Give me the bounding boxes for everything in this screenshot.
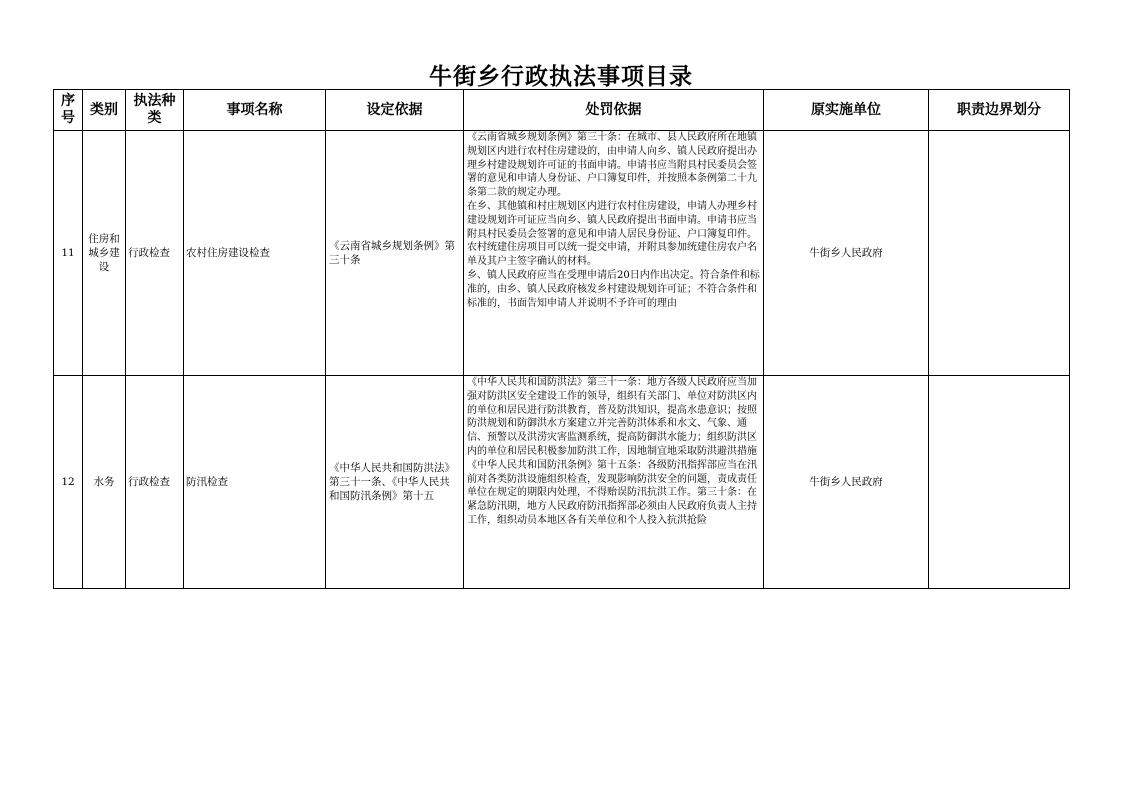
cell-seq: 12: [54, 376, 83, 589]
cell-penalty-basis: 《中华人民共和国防洪法》第三十一条：地方各级人民政府应当加强对防洪区安全建设工作的领导，组织有关部门、单位对防洪区内的单位和居民进行防洪教育，普及防洪知识，提高水患意识；按照防洪规划和防御洪水方案建立并完善防洪体系和水文、气象、通信、预警以及洪涝灾害监测系统，提高防御洪水能力；组织防洪区内的单位和居民积极参加防洪工作，因地制宜地采取防洪避洪措施 《中华人民共和国防汛条例》第十五条：各级防汛指挥部应当在汛前对各类防洪设施组织检查，发现影响防洪安全的问题，责成责任单位在规定的期限内处理，不得贻误防汛抗洪工作。第三十条：在紧急防汛期，地方人民政府防汛指挥部必须由人民政府负责人主持工作，组织动员本地区各有关单位和个人投入抗洪抢险: [464, 376, 764, 589]
table-row: [54, 131, 1070, 376]
header-item-name: 事项名称: [184, 90, 326, 131]
table-row: [54, 376, 1070, 589]
page-title: 牛街乡行政执法事项目录: [429, 64, 693, 90]
cell-responsibility: [929, 376, 1070, 589]
cell-category: 住房和城乡建设: [83, 131, 126, 376]
cell-enforcement-type: 行政检查: [126, 131, 184, 376]
cell-item-name: 农村住房建设检查: [184, 131, 326, 376]
table-header-row: [54, 90, 1070, 131]
cell-legal-basis: 《中华人民共和国防洪法》第三十一条、《中华人民共和国防汛条例》第十五: [326, 376, 464, 589]
header-seq: 序号: [54, 90, 83, 131]
enforcement-catalog-table: [53, 89, 1070, 589]
header-penalty-basis: 处罚依据: [464, 90, 764, 131]
header-legal-basis: 设定依据: [326, 90, 464, 131]
cell-item-name: 防汛检查: [184, 376, 326, 589]
header-enforcement-type: 执法种类: [126, 90, 184, 131]
cell-legal-basis: 《云南省城乡规划条例》第三十条: [326, 131, 464, 376]
cell-category: 水务: [83, 376, 126, 589]
cell-original-unit: 牛街乡人民政府: [764, 376, 929, 589]
cell-penalty-basis: 《云南省城乡规划条例》第三十条：在城市、县人民政府所在地镇规划区内进行农村住房建设的，由申请人向乡、镇人民政府提出办理乡村建设规划许可证的书面申请。申请书应当附具村民委员会签署的意见和申请人身份证、户口簿复印件，并按照本条例第二十九条第二款的规定办理。 在乡、其他镇和村庄规划区内进行农村住房建设，申请人办理乡村建设规划许可证应当向乡、镇人民政府提出书面申请。申请书应当附具村民委员会签署的意见和申请人居民身份证、户口簿复印件。农村统建住房项目可以统一提交申请，并附具参加统建住房农户名单及其户主签字确认的材料。 乡、镇人民政府应当在受理申请后20日内作出决定。符合条件和标准的，由乡、镇人民政府核发乡村建设规划许可证；不符合条件和标准的，书面告知申请人并说明不予许可的理由: [464, 131, 764, 376]
header-responsibility: 职责边界划分: [929, 90, 1070, 131]
header-category: 类别: [83, 90, 126, 131]
cell-seq: 11: [54, 131, 83, 376]
cell-original-unit: 牛街乡人民政府: [764, 131, 929, 376]
cell-responsibility: [929, 131, 1070, 376]
header-original-unit: 原实施单位: [764, 90, 929, 131]
cell-enforcement-type: 行政检查: [126, 376, 184, 589]
